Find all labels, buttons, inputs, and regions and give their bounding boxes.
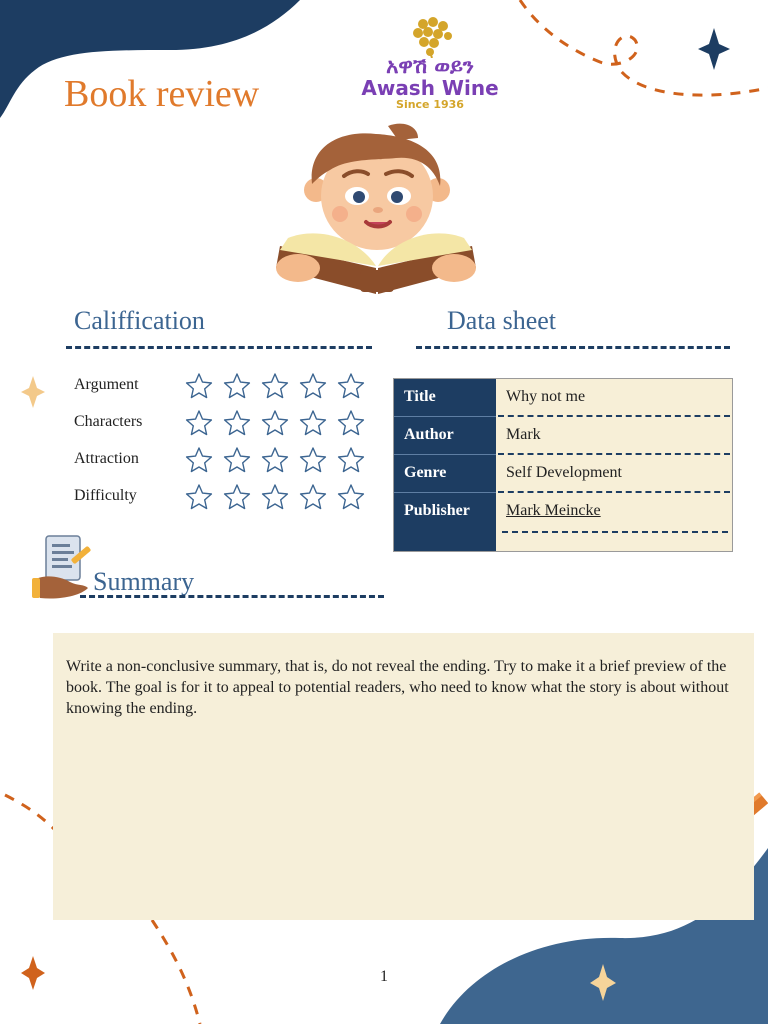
data-sheet-table [393,378,733,552]
summary-divider [80,595,384,598]
rating-star-icon[interactable] [334,409,368,437]
rating-star-icon[interactable] [258,483,292,511]
bottom-dashed-curve [152,920,200,1024]
data-sheet-key: Author [404,426,454,443]
rating-label-argument: Argument [74,376,139,393]
rating-label-characters: Characters [74,413,143,430]
rating-star-icon[interactable] [182,483,216,511]
data-sheet-value: Why not me [506,388,586,405]
classification-heading: Califfication [74,306,205,335]
data-sheet-row-publisher [394,493,732,531]
rating-label-difficulty: Difficulty [74,487,137,504]
rating-star-icon[interactable] [296,409,330,437]
data-sheet-row-genre [394,455,732,493]
logo-brand-name: Awash Wine [361,76,499,100]
data-sheet-value: Mark [506,426,541,443]
logo-amharic-text: አዋሽ ወይን [386,54,474,78]
rating-star-icon[interactable] [258,409,292,437]
rating-stars-argument[interactable] [182,372,372,400]
page-title: Book review [64,73,260,115]
data-sheet-divider [416,346,730,349]
rating-star-icon[interactable] [296,446,330,474]
rating-star-icon[interactable] [334,446,368,474]
rating-stars-characters[interactable] [182,409,372,437]
rating-star-icon[interactable] [220,372,254,400]
data-sheet-value: Self Development [506,464,622,481]
left-dashed-curve [5,795,55,830]
rating-star-icon[interactable] [220,409,254,437]
rating-star-icon[interactable] [182,446,216,474]
sparkle-icon-left [21,376,45,408]
data-sheet-row-title [394,379,732,417]
rating-star-icon[interactable] [258,446,292,474]
sparkle-icon-top-right [698,28,730,70]
summary-box[interactable] [53,633,754,920]
classification-divider [66,346,372,349]
rating-star-icon[interactable] [334,372,368,400]
data-sheet-key: Publisher [404,502,470,519]
sparkle-icon-bottom-left [21,956,45,990]
rating-star-icon[interactable] [220,483,254,511]
top-right-dashed-curve [520,0,768,95]
summary-text: Write a non-conclusive summary, that is, do not reveal the ending. Try to make it a brief preview of the book. The goal is for it to appeal to potential readers, who need to know what the story is about without knowing the ending. [66,658,729,717]
rating-star-icon[interactable] [334,483,368,511]
data-sheet-heading: Data sheet [447,306,557,335]
rating-star-icon[interactable] [258,372,292,400]
data-sheet-key: Genre [404,464,447,481]
page-number: 1 [380,968,388,985]
reading-boy-illustration [268,118,484,296]
rating-label-attraction: Attraction [74,450,139,467]
data-sheet-row-author [394,417,732,455]
rating-stars-attraction[interactable] [182,446,372,474]
rating-star-icon[interactable] [182,409,216,437]
data-sheet-value: Mark Meincke [506,502,601,519]
grape-logo-icon [340,14,520,58]
logo-since-text: Since 1936 [396,98,464,111]
rating-star-icon[interactable] [296,483,330,511]
brand-logo [340,14,520,110]
rating-stars-difficulty[interactable] [182,483,372,511]
rating-star-icon[interactable] [296,372,330,400]
document-in-hand-icon [30,534,94,602]
data-sheet-key: Title [404,388,436,405]
rating-star-icon[interactable] [220,446,254,474]
publisher-dash-underline [502,531,728,533]
rating-star-icon[interactable] [182,372,216,400]
summary-heading: Summary [93,567,195,596]
